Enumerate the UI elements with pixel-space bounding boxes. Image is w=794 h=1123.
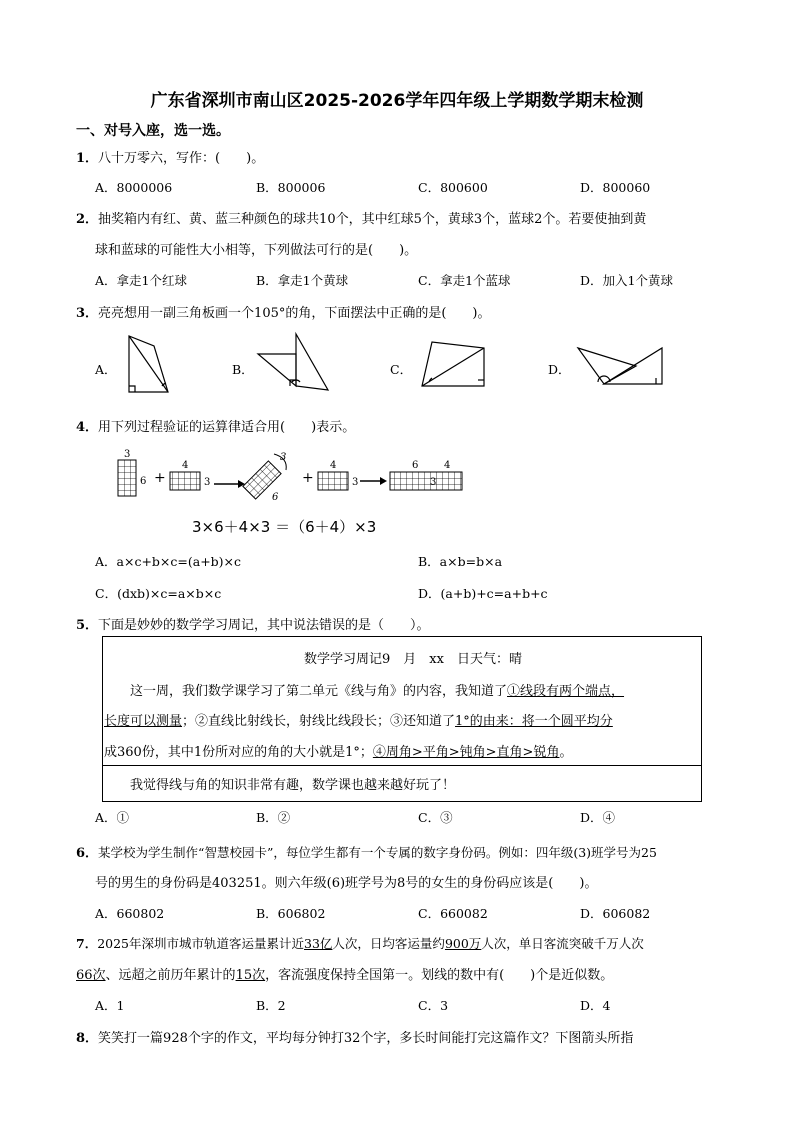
journal-line-2 — [104, 710, 613, 729]
question-8 — [76, 1027, 633, 1046]
q3-option-d[interactable]: D． — [548, 362, 571, 377]
grid-label: 4 — [444, 460, 451, 471]
q2-option-a[interactable]: A．拿走1个红球 — [95, 273, 187, 288]
question-1 — [76, 147, 264, 166]
question-line: 球和蓝球的可能性大小相等，下列做法可行的是( )。 — [95, 243, 418, 258]
q6-option-a[interactable]: A．660802 — [95, 906, 165, 921]
question-2 — [76, 208, 646, 227]
question-text: 人次，单日客流突破千万人次 — [481, 936, 644, 951]
q7-option-a[interactable]: A．1 — [95, 998, 125, 1013]
q4-option-d[interactable]: D．(a+b)+c=a+b+c — [418, 586, 548, 601]
question-stem: 用下列过程验证的运算律适合用( )表示。 — [98, 420, 356, 435]
q5-option-d[interactable]: D．④ — [580, 810, 616, 825]
journal-heading: 数学学习周记9 月 xx 日天气：晴 — [304, 652, 522, 667]
question-3 — [76, 302, 491, 321]
q3-option-b[interactable]: B． — [232, 362, 254, 377]
question-text: 、远超之前历年累计的 — [105, 968, 236, 983]
journal-footer: 我觉得线与角的知识非常有趣，数学课也越来越好玩了！ — [130, 778, 456, 793]
q3-option-c[interactable]: C． — [390, 362, 413, 377]
statement-3-underlined: 1°的由来：将一个圆平均分 — [455, 714, 613, 729]
question-4 — [76, 416, 355, 435]
q5-option-a[interactable]: A．① — [95, 810, 130, 825]
underlined-number: 900万 — [444, 936, 482, 951]
triangle-setsquare-c-figure — [418, 338, 490, 394]
journal-text: ； — [359, 745, 373, 760]
distributive-formula: 3×6＋4×3 ＝（6＋4）×3 — [192, 518, 377, 536]
statement-1-underlined-cont: 长度可以测量 — [104, 714, 183, 729]
question-text: 人次，日均客运量约 — [332, 936, 445, 951]
question-line: 某学校为学生制作“智慧校园卡”，每位学生都有一个专属的数字身份码。例如：四年级(3)班学号为25 — [98, 845, 657, 860]
question-number: 8． — [76, 1031, 99, 1046]
question-7 — [76, 934, 644, 952]
question-number: 4． — [76, 420, 99, 435]
question-number: 5． — [76, 618, 99, 633]
grid-label: 4 — [330, 460, 337, 471]
grid-label: 6 — [272, 492, 279, 503]
triangle-setsquare-a-figure — [120, 332, 180, 398]
divider — [103, 765, 701, 766]
grid-label: 3 — [204, 477, 211, 488]
grid-label: 3 — [430, 477, 437, 488]
underlined-number: 15次 — [235, 968, 266, 983]
q6-option-d[interactable]: D．606082 — [580, 906, 651, 921]
q1-option-c[interactable]: C．800600 — [418, 180, 488, 195]
question-stem: 八十万零六，写作：( )。 — [98, 151, 265, 166]
question-stem: 笑笑打一篇928个字的作文，平均每分钟打32个字，多长时间能打完这篇作文？下图箭头所指 — [98, 1031, 634, 1046]
question-line: 号的男生的身份码是403251。则六年级(6)班学号为8号的女生的身份码应该是( )。 — [95, 876, 598, 891]
triangle-setsquare-d-figure — [576, 344, 668, 390]
grid-label: 6 — [140, 476, 147, 487]
q7-option-d[interactable]: D．4 — [580, 998, 611, 1013]
journal-text: 成360份，其中1份所对应的角的大小就是1° — [104, 745, 360, 760]
plus-sign: + — [154, 470, 166, 486]
grid-label: 4 — [182, 460, 189, 471]
q5-option-b[interactable]: B．② — [256, 810, 291, 825]
question-6 — [76, 842, 657, 861]
grid-label: 6 — [412, 460, 419, 471]
grid-label: 3 — [280, 452, 287, 463]
question-7-line-2 — [76, 964, 613, 983]
q7-option-c[interactable]: C．3 — [418, 998, 449, 1013]
grid-label: 3 — [352, 477, 359, 488]
section-heading: 一、对号入座，选一选。 — [76, 123, 230, 139]
q2-option-d[interactable]: D．加入1个黄球 — [580, 273, 673, 288]
question-line: 抽奖箱内有红、黄、蓝三种颜色的球共10个，其中红球5个，黄球3个，蓝球2个。若要使抽到黄 — [98, 212, 647, 227]
plus-sign: + — [302, 470, 314, 486]
q1-option-b[interactable]: B．800006 — [256, 180, 326, 195]
q4-option-b[interactable]: B．a×b=b×a — [418, 554, 503, 569]
q3-option-a[interactable]: A． — [95, 362, 117, 377]
grid-label: 3 — [124, 449, 131, 460]
question-5 — [76, 614, 430, 633]
question-number: 3． — [76, 306, 99, 321]
q2-option-c[interactable]: C．拿走1个蓝球 — [418, 273, 511, 288]
statement-1-underlined: ①线段有两个端点， — [507, 684, 625, 699]
q4-option-c[interactable]: C．(dxb)×c=a×b×c — [95, 586, 222, 601]
triangle-setsquare-b-figure — [256, 332, 332, 398]
q2-option-b[interactable]: B．拿走1个黄球 — [256, 273, 349, 288]
question-number: 1． — [76, 151, 99, 166]
question-number: 6． — [76, 846, 99, 861]
q5-option-c[interactable]: C．③ — [418, 810, 453, 825]
q7-option-b[interactable]: B．2 — [256, 998, 286, 1013]
journal-text: 这一周，我们数学课学习了第二单元《线与角》的内容，我知道了 — [130, 684, 508, 699]
question-stem: 下面是妙妙的数学学习周记，其中说法错误的是（ ）。 — [98, 618, 430, 633]
question-number: 2． — [76, 212, 99, 227]
multiplication-distributive-figure — [112, 448, 482, 512]
q1-option-a[interactable]: A．8000006 — [95, 180, 173, 195]
question-number: 7． — [76, 936, 98, 951]
question-text: ，客流强度保持全国第一。划线的数中有( )个是近似数。 — [265, 968, 614, 983]
q6-option-c[interactable]: C．660082 — [418, 906, 488, 921]
question-stem: 亮亮想用一副三角板画一个105°的角，下面摆法中正确的是( )。 — [98, 306, 491, 321]
q4-option-a[interactable]: A．a×c+b×c=(a+b)×c — [95, 554, 242, 569]
statement-4-underlined: ④周角>平角>钝角>直角>锐角 — [372, 745, 560, 760]
q1-option-d[interactable]: D．800060 — [580, 180, 651, 195]
question-text: 2025年深圳市城市轨道客运量累计近 — [97, 936, 305, 951]
journal-text: ；②直线比射线长，射线比线段长；③还知道了 — [182, 714, 456, 729]
q6-option-b[interactable]: B．606802 — [256, 906, 326, 921]
underlined-number: 66次 — [76, 968, 106, 983]
journal-text: 。 — [559, 745, 573, 760]
journal-line-1 — [130, 680, 624, 699]
page-title: 广东省深圳市南山区2025-2026学年四年级上学期数学期末检测 — [150, 91, 644, 111]
journal-line-3 — [104, 741, 572, 760]
underlined-number: 33亿 — [304, 936, 333, 951]
